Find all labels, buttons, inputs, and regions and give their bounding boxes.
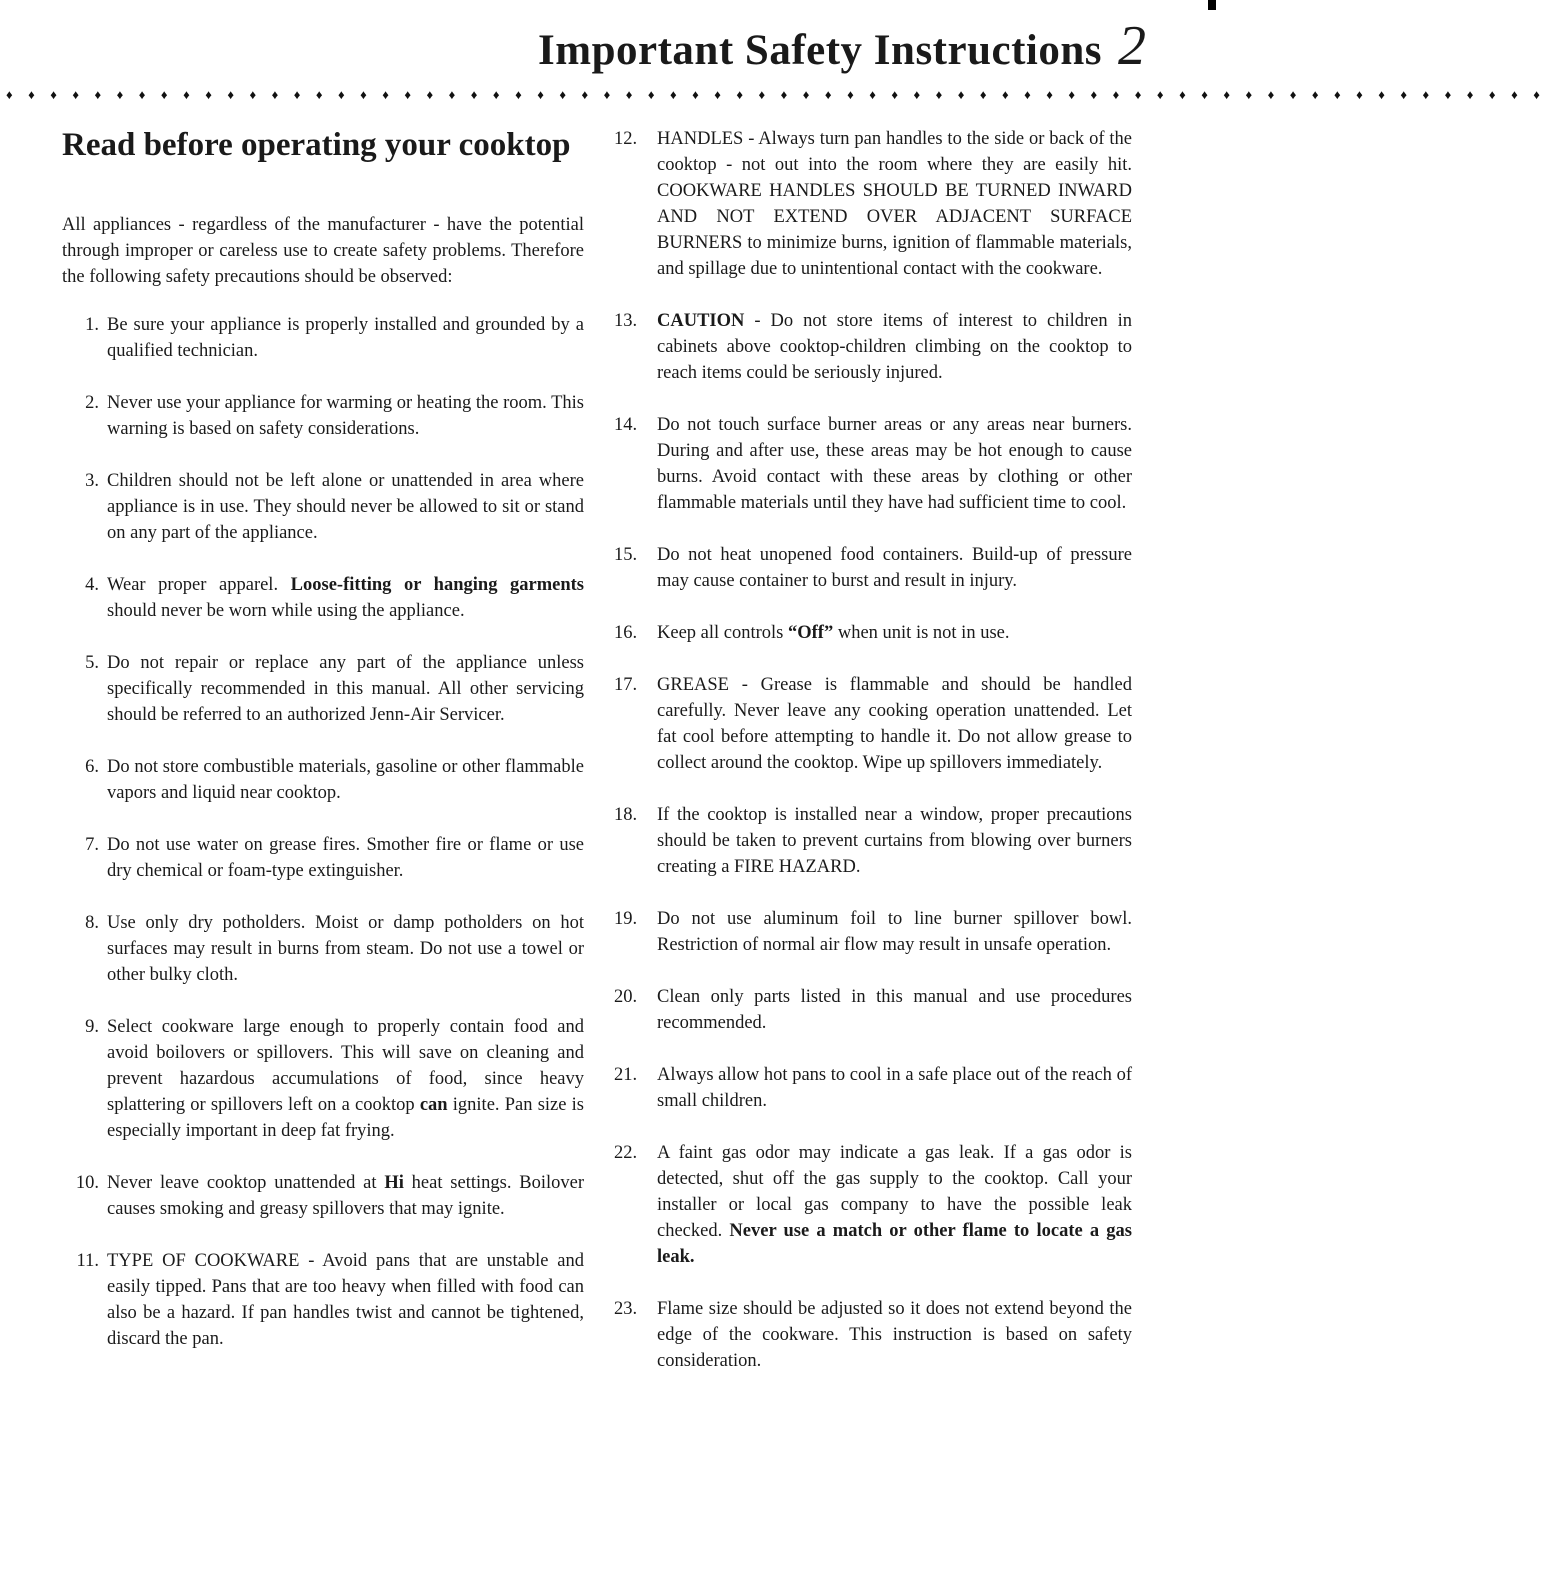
text-run: heat settings. Boilover causes smoking and greasy spillovers that may ignite. [107,1173,584,1219]
text-run: GREASE - Grease is flammable and should be handled carefully. Never leave any cooking operation unattended. Let fat cool before attempting to handle it. Do not allow grease to collect around the cooktop. Wipe up spillovers immediately. [657,675,1132,773]
intro-paragraph: All appliances - regardless of the manufacturer - have the potential through improper or careless use to create safety problems. Therefore the following safety precautions should be observed: [62,215,584,287]
text-run: Do not store combustible materials, gasoline or other flammable vapors and liquid near cooktop. [107,757,584,803]
item-number: 13. [614,311,638,331]
list-item [614,1296,1132,1374]
list-item [614,620,1132,646]
bold-text: Hi [384,1173,404,1193]
item-text [107,832,584,884]
item-text [107,572,584,624]
text-run: Use only dry potholders. Moist or damp potholders on hot surfaces may result in burns from steam. Do not use a towel or other bulky cloth. [107,913,584,985]
text-run: Do not use aluminum foil to line burner spillover bowl. Restriction of normal air flow may result in unsafe operation. [657,909,1132,955]
item-text [107,390,584,442]
section-title: Read before operating your cooktop [62,127,571,163]
text-run: Do not touch surface burner areas or any areas near burners. During and after use, these areas may be hot enough to cause burns. Avoid contact with these areas by clothing or other flammable materials until they have had sufficient time to cool. [657,415,1132,513]
item-text [107,468,584,546]
safety-list-left [62,312,584,1352]
item-number: 3. [85,471,99,491]
corner-registration-mark [1208,0,1216,10]
page-number: 2 [1118,15,1146,77]
item-text [657,620,1132,646]
text-run: should never be worn while using the appliance. [107,601,465,621]
bold-text: can [419,1095,448,1115]
text-run: ignite. Pan size is especially important in deep fat frying. [107,1095,584,1141]
item-number: 5. [85,653,99,673]
text-run: Clean only parts listed in this manual and use procedures recommended. [657,987,1132,1033]
item-number: 7. [85,835,99,855]
dot-divider: ♦♦♦♦♦♦♦♦♦♦♦♦♦♦♦♦♦♦♦♦♦♦♦♦♦♦♦♦♦♦♦♦♦♦♦♦♦♦♦♦♦♦♦♦♦♦♦♦♦♦♦♦♦♦♦♦♦♦♦♦♦♦♦♦♦♦♦♦♦♦ [6,87,1555,102]
item-text [107,1014,584,1144]
bold-text: Never use a match or other flame to locate a gas leak. [657,1221,1132,1267]
item-number: 12. [614,129,638,149]
text-run: Flame size should be adjusted so it does not extend beyond the edge of the cookware. This instruction is based on safety consideration. [657,1299,1132,1371]
item-text [657,1062,1132,1114]
item-number: 22. [614,1143,638,1163]
bold-text: CAUTION [657,311,745,331]
item-text [657,906,1132,958]
text-run: Do not heat unopened food containers. Build-up of pressure may cause container to burst and result in injury. [657,545,1132,591]
text-run: - Do not store items of interest to children in cabinets above cooktop-children climbing on the cooktop to reach items could be seriously injured. [657,311,1132,383]
item-number: 14. [614,415,638,435]
text-run: If the cooktop is installed near a window, proper precautions should be taken to prevent curtains from blowing over burners creating a FIRE HAZARD. [657,805,1132,877]
item-number: 8. [85,913,99,933]
text-run: when unit is not in use. [833,623,1010,643]
list-item [62,910,584,988]
page-title: Important Safety Instructions [538,27,1102,74]
item-number: 17. [614,675,638,695]
list-item [614,542,1132,594]
list-item [62,312,584,364]
item-text [657,542,1132,594]
item-number: 23. [614,1299,638,1319]
list-item [62,572,584,624]
item-number: 6. [85,757,99,777]
text-run: Never use your appliance for warming or heating the room. This warning is based on safety considerations. [107,393,584,439]
text-run: A faint gas odor may indicate a gas leak. If a gas odor is detected, shut off the gas supply to the cooktop. Call your installer or local gas company to have the possible leak checked. [657,1143,1132,1241]
text-run: TYPE OF COOKWARE - Avoid pans that are unstable and easily tipped. Pans that are too heavy when filled with food can also be a hazard. If pan handles twist and cannot be tightened, discard the pan. [107,1251,584,1349]
text-run: Never leave cooktop unattended at [107,1173,385,1193]
right-column [614,126,1132,1374]
list-item [62,390,584,442]
list-item [614,984,1132,1036]
item-text [657,1296,1132,1374]
item-text [107,754,584,806]
list-item [614,802,1132,880]
list-item [614,126,1132,282]
list-item [614,308,1132,386]
list-item [62,754,584,806]
text-run: Select cookware large enough to properly contain food and avoid boilovers or spillovers. This will save on cleaning and prevent hazardous accumulations of food, since heavy splattering or spillovers left on a cooktop [107,1017,584,1115]
item-number: 16. [614,623,638,643]
list-item [62,832,584,884]
item-text [657,412,1132,516]
item-number: 21. [614,1065,638,1085]
text-run: HANDLES - Always turn pan handles to the side or back of the cooktop - not out into the room where they are easily hit. COOKWARE HANDLES SHOULD BE TURNED INWARD AND NOT EXTEND OVER ADJACENT SURFACE BURNERS to minimize burns, ignition of flammable materials, and spillage due to unintentional contact with the cookware. [657,129,1132,279]
item-number: 20. [614,987,638,1007]
text-run: Wear proper apparel. [107,575,291,595]
text-run: Always allow hot pans to cool in a safe place out of the reach of small children. [657,1065,1132,1111]
bold-text: “Off” [788,623,834,643]
item-number: 15. [614,545,638,565]
item-text [657,1140,1132,1270]
list-item [614,412,1132,516]
text-run: Be sure your appliance is properly installed and grounded by a qualified technician. [107,315,584,361]
page-header [538,15,1146,77]
item-text [107,650,584,728]
item-text [657,308,1132,386]
text-run: Children should not be left alone or unattended in area where appliance is in use. They should never be allowed to sit or stand on any part of the appliance. [107,471,584,543]
item-text [107,1170,584,1222]
list-item [62,468,584,546]
bold-text: Loose-fitting or hanging garments [290,575,585,595]
item-number: 18. [614,805,638,825]
left-column [62,126,584,1352]
list-item [62,1014,584,1144]
list-item [614,672,1132,776]
item-text [107,1248,584,1352]
item-text [657,126,1132,282]
safety-list-right [614,126,1132,1374]
item-text [107,910,584,988]
item-text [657,984,1132,1036]
list-item [614,1140,1132,1270]
text-run: Keep all controls [657,623,788,643]
item-text [107,312,584,364]
item-text [657,802,1132,880]
item-number: 9. [85,1017,99,1037]
list-item [62,1170,584,1222]
item-number: 1. [85,315,99,335]
item-number: 11. [76,1251,99,1271]
text-run: Do not use water on grease fires. Smother fire or flame or use dry chemical or foam-type extinguisher. [107,835,584,881]
item-text [657,672,1132,776]
item-number: 2. [85,393,99,413]
item-number: 4. [85,575,99,595]
list-item [614,906,1132,958]
item-number: 10. [75,1173,99,1193]
list-item [62,650,584,728]
item-number: 19. [614,909,638,929]
list-item [614,1062,1132,1114]
text-run: Do not repair or replace any part of the appliance unless specifically recommended in this manual. All other servicing should be referred to an authorized Jenn-Air Servicer. [107,653,584,725]
list-item [62,1248,584,1352]
